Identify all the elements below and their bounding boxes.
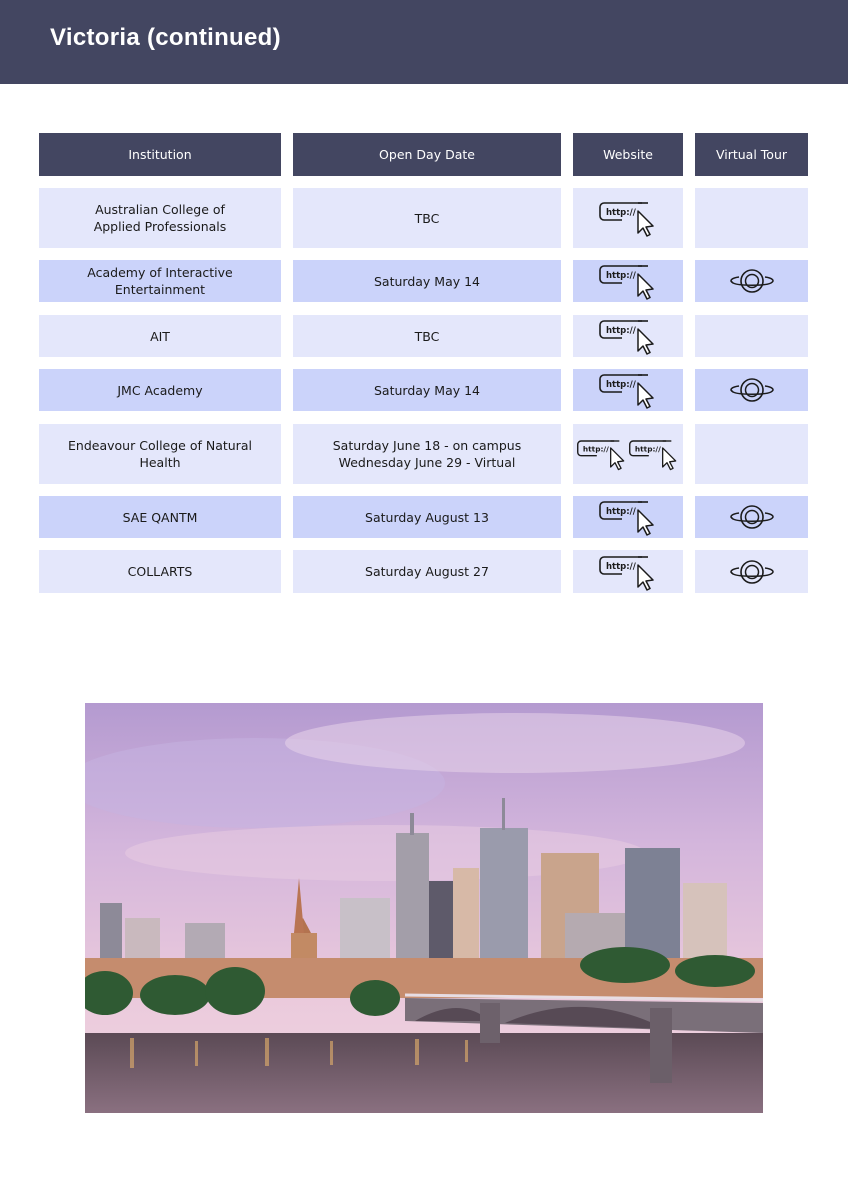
website-cell: [573, 260, 683, 302]
institution-cell: [39, 188, 281, 248]
institution-cell: [39, 315, 281, 357]
virtual-tour-icon[interactable]: [727, 502, 777, 532]
website-link-icon[interactable]: [598, 199, 658, 237]
open-day-date: TBC: [414, 210, 440, 226]
website-link-icon[interactable]: [576, 437, 628, 471]
header-virtual-tour-label: Virtual Tour: [715, 147, 788, 162]
institution-name: JMC Academy: [117, 382, 203, 398]
open-day-date-cell: [293, 424, 561, 484]
virtual-tour-cell: [695, 369, 808, 411]
open-day-date-cell: [293, 496, 561, 538]
institution-name: Endeavour College of Natural Health: [68, 438, 252, 470]
website-link-icon[interactable]: [598, 498, 658, 536]
institution-cell: [39, 369, 281, 411]
header-website: [573, 133, 683, 176]
svg-text:http://: http://: [606, 380, 636, 390]
institution-cell: [39, 496, 281, 538]
website-cell: [573, 369, 683, 411]
svg-text:http://: http://: [606, 561, 636, 572]
virtual-tour-icon[interactable]: [727, 375, 777, 405]
institution-name: Australian College of Applied Professionals: [93, 202, 227, 234]
virtual-tour-cell: [695, 550, 808, 593]
header-open-day-date-label: Open Day Date: [379, 147, 475, 162]
header-institution-label: Institution: [128, 147, 192, 162]
website-link-icon[interactable]: [598, 371, 658, 409]
svg-text:http://: http://: [634, 444, 661, 454]
open-day-date-cell: [293, 315, 561, 357]
website-cell: [573, 496, 683, 538]
open-day-date: Saturday June 18 - on campus Wednesday June 29 - Virtual: [332, 438, 522, 470]
institution-cell: [39, 550, 281, 593]
website-link-icon[interactable]: [598, 317, 658, 355]
virtual-tour-cell: [695, 424, 808, 484]
virtual-tour-cell: [695, 260, 808, 302]
virtual-tour-icon[interactable]: [727, 266, 777, 296]
open-day-date: Saturday May 14: [373, 382, 481, 398]
open-day-date-cell: [293, 188, 561, 248]
website-link-icon[interactable]: [598, 553, 658, 591]
page-header-banner: [0, 0, 848, 84]
website-cell: [573, 315, 683, 357]
svg-text:http://: http://: [606, 208, 636, 218]
website-link-icon[interactable]: [628, 437, 680, 471]
page-title: Victoria (continued): [50, 24, 281, 51]
svg-text:http://: http://: [606, 326, 636, 336]
header-website-label: Website: [603, 147, 653, 162]
institution-cell: [39, 260, 281, 302]
institution-name: COLLARTS: [127, 564, 193, 579]
header-institution: [39, 133, 281, 176]
virtual-tour-cell: [695, 315, 808, 357]
open-day-date: TBC: [414, 328, 440, 344]
institution-name: Academy of Interactive Entertainment: [87, 265, 233, 297]
open-day-date: Saturday August 27: [365, 564, 489, 579]
svg-text:http://: http://: [582, 444, 609, 454]
institution-name: SAE QANTM: [122, 509, 198, 525]
open-day-date-cell: [293, 369, 561, 411]
website-cell: [573, 550, 683, 593]
virtual-tour-icon[interactable]: [727, 557, 777, 587]
open-day-date: Saturday May 14: [373, 273, 481, 289]
open-day-date: Saturday August 13: [365, 509, 489, 525]
melbourne-skyline-photo: [85, 703, 763, 1113]
website-cell: [573, 188, 683, 248]
header-open-day-date: [293, 133, 561, 176]
open-day-date-cell: [293, 550, 561, 593]
svg-text:http://: http://: [606, 271, 636, 281]
website-cell: [573, 424, 683, 484]
website-link-icon[interactable]: [598, 262, 658, 300]
svg-text:http://: http://: [606, 507, 636, 517]
virtual-tour-cell: [695, 496, 808, 538]
header-virtual-tour: [695, 133, 808, 176]
virtual-tour-cell: [695, 188, 808, 248]
institution-cell: [39, 424, 281, 484]
open-day-date-cell: [293, 260, 561, 302]
institution-name: AIT: [150, 328, 170, 344]
